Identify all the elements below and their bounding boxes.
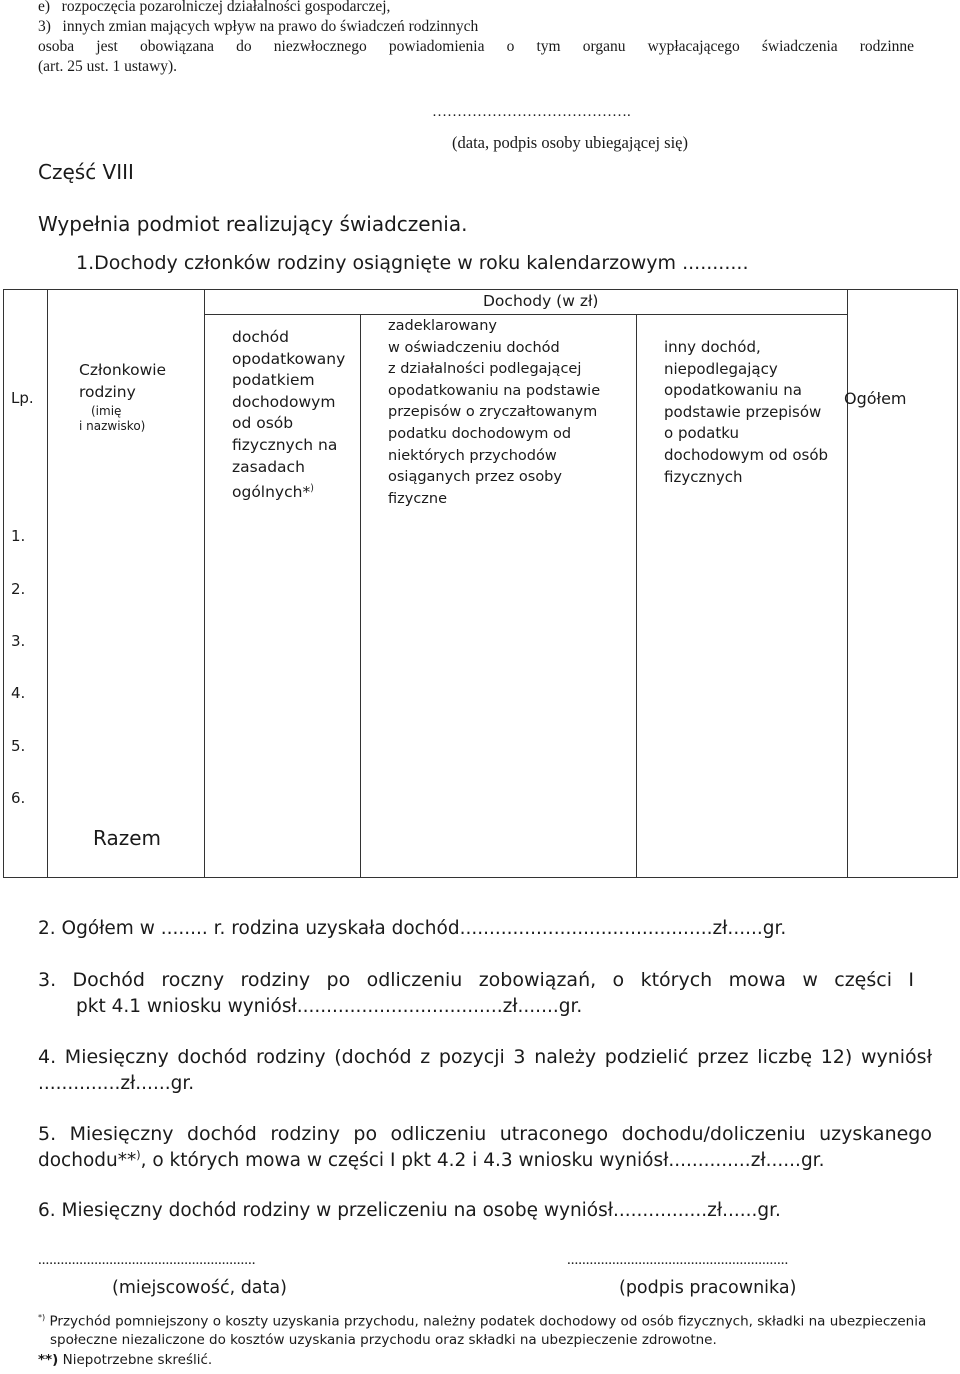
filler-note: Wypełnia podmiot realizujący świadczenia.	[38, 212, 468, 236]
intro-line-4: (art. 25 ust. 1 ustawy).	[38, 58, 178, 75]
col-members-l2: rodziny	[79, 383, 136, 401]
item-4-line-1: 4. Miesięczny dochód rodziny (dochód z pozycji 3 należy podzielić przez liczbę 12) wyniósł	[38, 1046, 932, 1068]
row-number: 3.	[11, 632, 26, 650]
income-group-header: Dochody (w zł)	[483, 292, 599, 310]
row-number: 2.	[11, 580, 26, 598]
item-4-line-2: ..............zł......gr.	[38, 1073, 195, 1094]
col-members-l1: Członkowie	[79, 361, 167, 379]
row-number: 4.	[11, 684, 26, 702]
signature-dots: ………………………………….	[432, 104, 631, 120]
item-2: 2. Ogółem w ........ r. rodzina uzyskała dochód...........................................zł......gr.	[38, 918, 787, 939]
col-total-header: Ogółem	[844, 389, 907, 408]
employee-signature-caption: (podpis pracownika)	[619, 1278, 797, 1298]
item-5-line-2: dochodu**), o których mowa w części I pkt 4.2 i 4.3 wniosku wyniósł..............zł......gr.	[38, 1149, 825, 1172]
col-lp-header: Lp.	[11, 389, 34, 407]
col-taxed-header: dochód opodatkowany podatkiem dochodowym od osób fizycznych na zasadach ogólnych*)	[232, 328, 346, 502]
item-5-line-1: 5. Miesięczny dochód rodziny po odliczeniu utraconego dochodu/doliczeniu uzyskanego	[38, 1123, 932, 1145]
intro-line-2: 3) innych zmian mających wpływ na prawo do świadczeń rodzinnych	[38, 18, 479, 35]
footnote-2: **) Niepotrzebne skreślić.	[38, 1352, 213, 1368]
col-other-header: inny dochód, niepodlegający opodatkowaniu na podstawie przepisów o podatku dochodowym od osób fizycznych	[664, 338, 829, 486]
place-date-caption: (miejscowość, data)	[112, 1278, 287, 1298]
col-members-l4: i nazwisko)	[79, 419, 146, 433]
footnote-1-line-1: *) Przychód pomniejszony o koszty uzyskania przychodu, należny podatek dochodowy od osób fizycznych, składki na ubezpieczenia	[38, 1312, 927, 1330]
intro-line-3: osoba jest obowiązana do niezwłocznego powiadomienia o tym organu wypłacającego świadczenia rodzinne	[38, 38, 914, 55]
signature-caption: (data, podpis osoby ubiegającej się)	[452, 133, 688, 152]
total-row-label: Razem	[93, 826, 161, 850]
row-number: 6.	[11, 789, 26, 807]
place-date-dots: ..........................................................	[38, 1252, 256, 1268]
row-number: 5.	[11, 737, 26, 755]
employee-signature-dots: ...........................................................	[567, 1252, 789, 1268]
item-3-line-1: 3. Dochód roczny rodziny po odliczeniu zobowiązań, o których mowa w części I	[38, 969, 914, 991]
footnote-1-line-2: społeczne niezaliczone do kosztów uzyskania przychodu oraz składki na ubezpieczenie zdrowotne.	[50, 1332, 717, 1348]
intro-line-1: e) rozpoczęcia pozarolniczej działalności gospodarczej,	[38, 0, 391, 15]
section-title: 1.Dochody członków rodziny osiągnięte w roku kalendarzowym ...........	[76, 252, 749, 274]
part-title: Część VIII	[38, 160, 134, 184]
item-6: 6. Miesięczny dochód rodziny w przeliczeniu na osobę wyniósł................zł......gr.	[38, 1200, 781, 1221]
row-number: 1.	[11, 527, 26, 545]
col-members-l3: (imię	[91, 404, 122, 418]
item-3-line-2: pkt 4.1 wniosku wyniósł...................................zł.......gr.	[76, 996, 583, 1017]
col-declared-header: zadeklarowany w oświadczeniu dochód z działalności podlegającej opodatkowaniu na podstawie przepisów o zryczałtowanym podatku dochodowym od niektórych przychodów osiąganych przez osoby fizyczne	[388, 318, 601, 507]
